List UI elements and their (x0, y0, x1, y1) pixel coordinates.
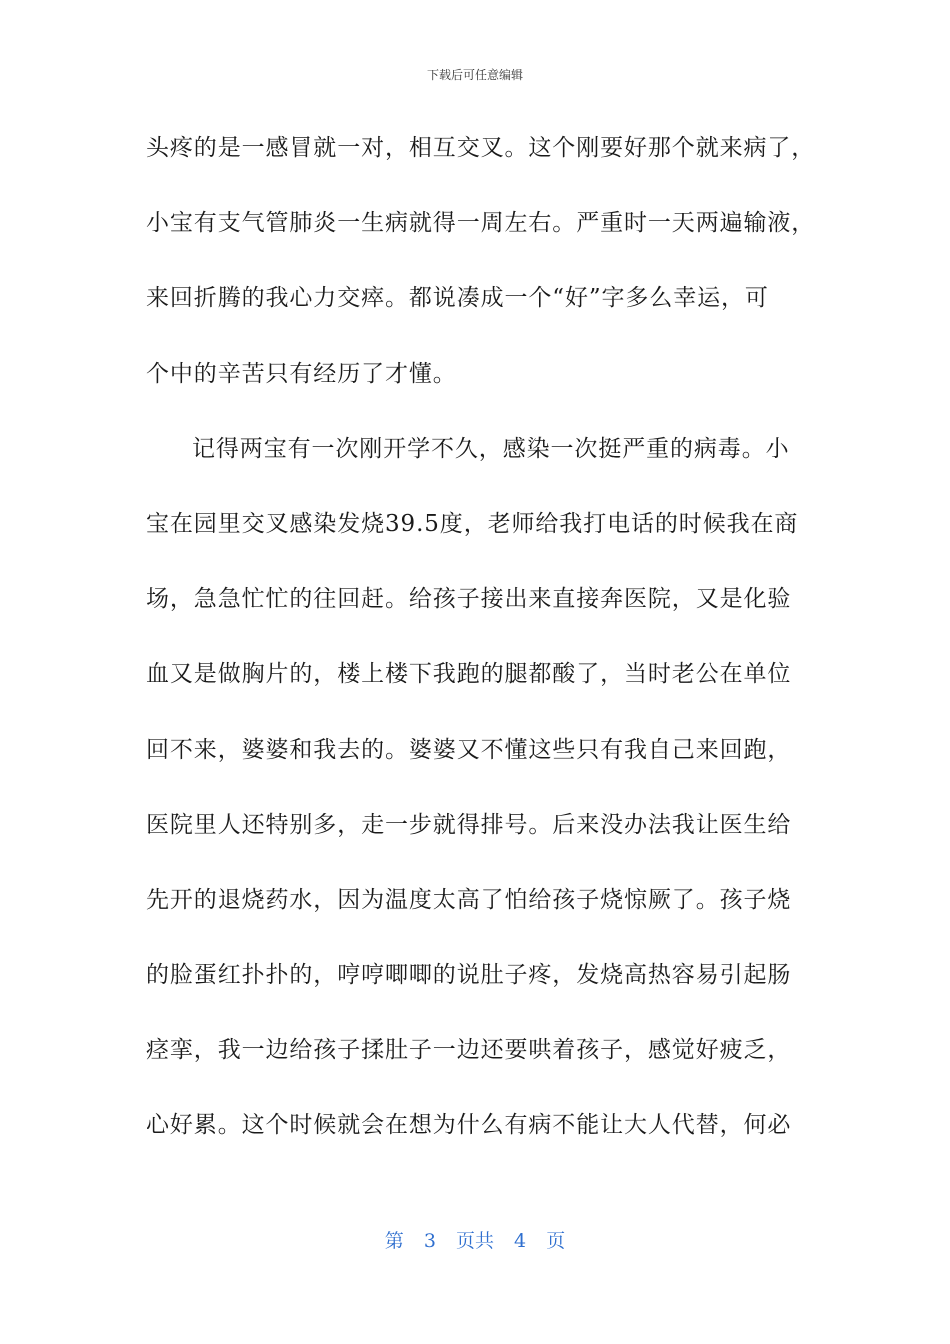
footer-suffix: 页 (546, 1230, 566, 1252)
current-page-number: 3 (423, 1230, 436, 1252)
page-number-footer (0, 1226, 950, 1253)
total-page-count: 4 (514, 1230, 527, 1252)
text-line: 医院里人还特别多，走一步就得排号。后来没办法我让医生给 (146, 811, 792, 838)
text-line: 心好累。这个时候就会在想为什么有病不能让大人代替，何必 (146, 1112, 792, 1139)
text-line: 小宝有支气管肺炎一生病就得一周左右。严重时一天两遍输液， (146, 210, 816, 237)
text-line: 头疼的是一感冒就一对，相互交叉。这个刚要好那个就来病了， (146, 135, 816, 161)
footer-prefix: 第 (384, 1230, 404, 1252)
text-line: 个中的辛苦只有经历了才懂。 (146, 360, 457, 387)
document-body (146, 124, 816, 1177)
text-line: 血又是做胸片的，楼上楼下我跑的腿都酸了，当时老公在单位 (146, 661, 792, 688)
footer-middle: 页共 (455, 1230, 494, 1252)
text-line: 来回折腾的我心力交瘁。都说凑成一个“好”字多么幸运，可 (146, 285, 769, 312)
text-line: 宝在园里交叉感染发烧39.5度，老师给我打电话的时候我在商 (146, 510, 799, 537)
text-line-paragraph-start: 记得两宝有一次刚开学不久，感染一次挺严重的病毒。小 (192, 435, 790, 462)
text-line: 先开的退烧药水，因为温度太高了怕给孩子烧惊厥了。孩子烧 (146, 886, 792, 913)
text-line: 场，急急忙忙的往回赶。给孩子接出来直接奔医院，又是化验 (146, 586, 792, 613)
page-header-note: 下载后可任意编辑 (426, 68, 523, 82)
text-line: 痉挛，我一边给孩子揉肚子一边还要哄着孩子，感觉好疲乏， (146, 1037, 792, 1064)
text-line: 的脸蛋红扑扑的，哼哼唧唧的说肚子疼，发烧高热容易引起肠 (146, 962, 792, 989)
text-line: 回不来，婆婆和我去的。婆婆又不懂这些只有我自己来回跑， (146, 736, 792, 763)
